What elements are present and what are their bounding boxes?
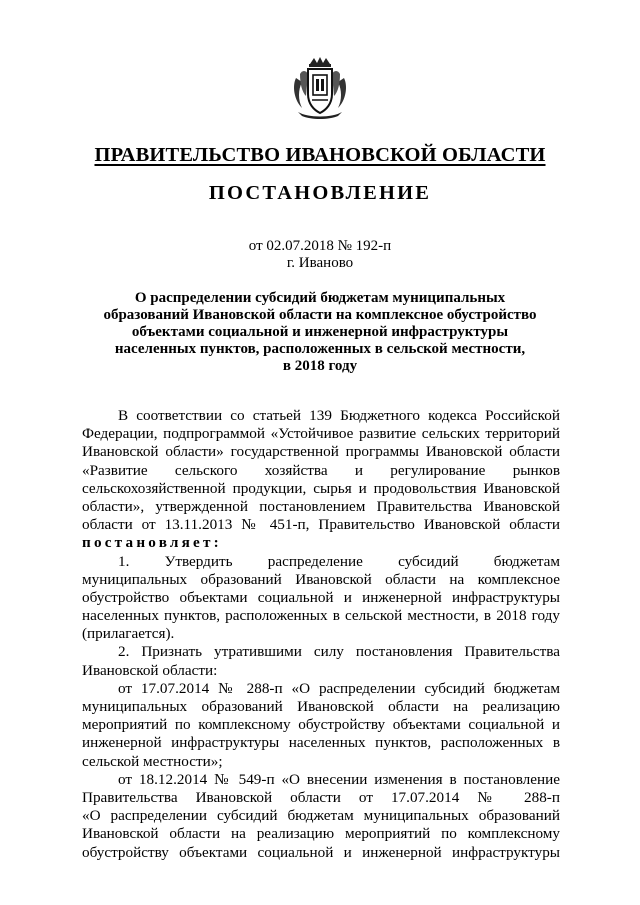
body-line: сельской местности»; — [82, 752, 223, 770]
body-line: обустройству объектами социальной и инженерной инфраструктуры — [82, 843, 560, 861]
body-line: области от 13.11.2013 № 451-п, Правительство Ивановской области — [82, 516, 560, 534]
government-title: ПРАВИТЕЛЬСТВО ИВАНОВСКОЙ ОБЛАСТИ — [94, 144, 546, 166]
document-subject — [0, 290, 640, 375]
body-line: от 18.12.2014 № 549-п «О внесении изменения в постановление — [118, 770, 560, 788]
subject-line: О распределении субсидий бюджетам муниципальных — [134, 290, 506, 306]
subject-line: объектами социальной и инженерной инфраструктуры — [131, 324, 509, 340]
body-line: (прилагается). — [82, 625, 175, 643]
subject-line: населенных пунктов, расположенных в сельской местности, — [114, 341, 526, 357]
body-line: Ивановской области: — [82, 661, 218, 679]
body-line: сельскохозяйственной продукции, сырья и продовольствия Ивановской — [82, 479, 560, 497]
body-line: от 17.07.2014 № 288-п «О распределении субсидий бюджетам — [118, 679, 560, 697]
body-line: «О распределении субсидий бюджетам муниципальных образований — [82, 807, 560, 825]
document-type: ПОСТАНОВЛЕНИЕ — [208, 182, 432, 204]
body-line: 1. Утвердить распределение субсидий бюджетам — [118, 552, 560, 570]
body-line: Правительства Ивановской области от 17.07.2014 № 288-п — [82, 788, 560, 806]
body-line: мероприятий по комплексному обустройству объектами социальной и — [82, 716, 560, 734]
body-line: Федерации, подпрограммой «Устойчивое развитие сельских территорий — [82, 425, 560, 443]
subject-line: образований Ивановской области на комплексное обустройство — [103, 307, 537, 323]
document-city: г. Иваново — [286, 255, 354, 271]
body-line: «Развитие сельского хозяйства и регулирование рынков — [82, 461, 560, 479]
document-date-number: от 02.07.2018 № 192-п — [248, 238, 392, 254]
body-line: инженерной инфраструктуры населенных пунктов, расположенных в — [82, 734, 560, 752]
resolution-word: постановляет: — [82, 534, 222, 552]
body-line: 2. Признать утратившими силу постановления Правительства — [118, 643, 560, 661]
body-line: В соответствии со статьей 139 Бюджетного кодекса Российской — [118, 407, 560, 424]
body-line: населенных пунктов, расположенных в сельской местности, в 2018 году — [82, 607, 560, 625]
body-line: муниципальных образований Ивановской области на реализацию — [82, 698, 560, 715]
document-body — [82, 407, 560, 862]
body-line: области», утвержденной постановлением Правительства Ивановской — [82, 497, 560, 515]
body-line: Ивановской области на реализацию мероприятий по комплексному — [82, 825, 560, 843]
coat-of-arms-icon — [288, 56, 352, 120]
subject-line: в 2018 году — [282, 358, 358, 374]
body-line: муниципальных образований Ивановской области на комплексное — [82, 570, 560, 588]
body-line: обустройство объектами социальной и инженерной инфраструктуры — [82, 588, 560, 606]
body-line: Ивановской области» государственной программы Ивановской области — [82, 443, 560, 461]
